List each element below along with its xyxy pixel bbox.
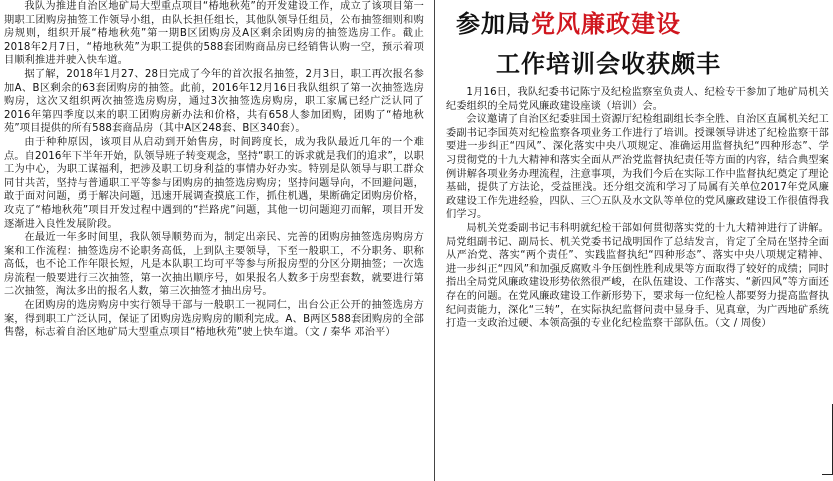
article-paragraph: 在最近一年多时间里，我队领导顺势而为，制定出亲民、完善的团购房抽签选房购房方案和工作流程：抽签选房不论职务高低，上到队主要领导，下至一般职工，不分职务、职称高低，也不论工作年限长短，凡是本队职工均可平等参与所报房型的分区分期抽签；一次选房流程一般要进行三次抽签，第一次抽出顺序号，如果报名人数多于房型套数，就要进行第二次抽签，淘汰多出的报名人数，第三次抽签才抽出房号。 [4, 232, 424, 298]
headline-prefix: 参加局 [456, 9, 531, 38]
article-right [442, 0, 833, 481]
article-paragraph: 由于种种原因，该项目从启动到开始售房，时间跨度长，成为我队最近几年的一个难点。自2016年下半年开始，队领导班子转变观念，坚持“职工的诉求就是我们的追求”，以职工为中心，为职工谋福利，把涉及职工切身利益的事情办好办实。特别是队领导与职工群众同甘共苦，坚持与普通职工平等参与团购房的抽签选房购房；坚持问题导向，不回避问题，敢于面对问题，勇于解决问题，迅速开展调查摸底工作，抓住机遇，果断确定团购房价格，攻克了“椿地秋苑”项目开发过程中遇到的“拦路虎”问题，其他一切问题迎刃而解，项目开发逐渐进入良性发展阶段。 [4, 136, 424, 230]
headline-line-2: 工作培训会收获颇丰 [496, 49, 721, 78]
column-divider [434, 0, 435, 481]
article-paragraph: 会议邀请了自治区纪委驻国土资源厅纪检组副组长李全胜、自治区直属机关纪工委副书记李国英对纪检监察各项业务工作进行了培训。授课领导讲述了纪检监察干部要进一步纠正“四风”、深化落实中央八项规定、准确运用监督执纪“四种形态”、学习贯彻党的十九大精神和落实全面从严治党监督执纪责任等方面的内容，结合典型案例讲解各项业务办理流程，注意事项，为我们今后在实际工作中监督执纪奠定了理论基础，提供了方法论，受益匪浅。还分组交流和学习了局属有关单位2017年党风廉政建设工作先进经验，四队、三〇五队及水文队等单位的党风廉政建设工作很值得我们学习。 [446, 114, 829, 221]
article-paragraph: 1月16日，我队纪委书记陈宁及纪检监察室负责人、纪检专干参加了地矿局机关纪委组织的全局党风廉政建设座谈（培训）会。 [446, 87, 829, 112]
article-paragraph: 我队为推进自治区地矿局大型重点项目“椿地秋苑”的开发建设工作，成立了该项目第一期职工团购房抽签工作领导小组，由队长担任组长，其他队领导任组员，公布抽签细则和购房规则，组织开展“椿地秋苑”第一期B区团购房及A区剩余团购房的抽签选房工作。截止2018年2月7日，“椿地秋苑”为职工提供的588套团购商品房已经销售认购一空，预示着项目顺利推进并驶入快车道。 [4, 1, 424, 67]
article-paragraph: 据了解，2018年1月27、28日完成了今年的首次报名抽签，2月3日，职工再次报名参加A、B区剩余的63套团购房的抽签。此前，2016年12月16日我队组织了第一次抽签选房购房，这次又组织两次抽签选房购房，通过3次抽签选房购房，职工家属已经广泛认同了2016年第四季度以来的职工团购房新办法和价格，共有658人参加团购，团购了“椿地秋苑”项目提供的所有588套商品房（其中A区248套、B区340套）。 [4, 68, 424, 135]
headline-accent: 党风廉政建设 [531, 9, 681, 38]
article-headline [442, 0, 833, 84]
corner-bracket [822, 404, 833, 475]
headline-line-1 [456, 4, 681, 39]
article-paragraph: 在团购房的选房购房中实行领导干部与一般职工一视同仁，出台公正公开的抽签选房方案，得到职工广泛认同，保证了团购房选房购房的顺利完成。A、B两区588套团购房的全部售罄，标志着自治区地矿局大型重点项目“椿地秋苑”驶上快车道。（文 / 秦华 邓治平） [4, 300, 424, 339]
article-paragraph: 局机关党委副书记韦科明就纪检干部如何贯彻落实党的十九大精神进行了讲解。局党组副书记、副局长、机关党委书记战明国作了总结发言，肯定了全局在坚持全面从严治党、落实“两个责任”、实践监督执纪“四种形态”、落实中央八项规定精神、进一步纠正“四风”和加强反腐败斗争压倒性胜利成果等方面取得了较好的成绩；同时指出全局党风廉政建设形势依然很严峻，在队伍建设、工作落实、“新四风”等方面还存在的问题。在党风廉政建设工作新形势下，要求每一位纪检人都要努力提高监督执纪问责能力，深化“三转”，在实际执纪监督问责中显身手、见真章，为广西地矿系统打造一支政治过硬、本领高强的专业化纪检监察干部队伍。（文 / 周俊） [446, 222, 830, 330]
